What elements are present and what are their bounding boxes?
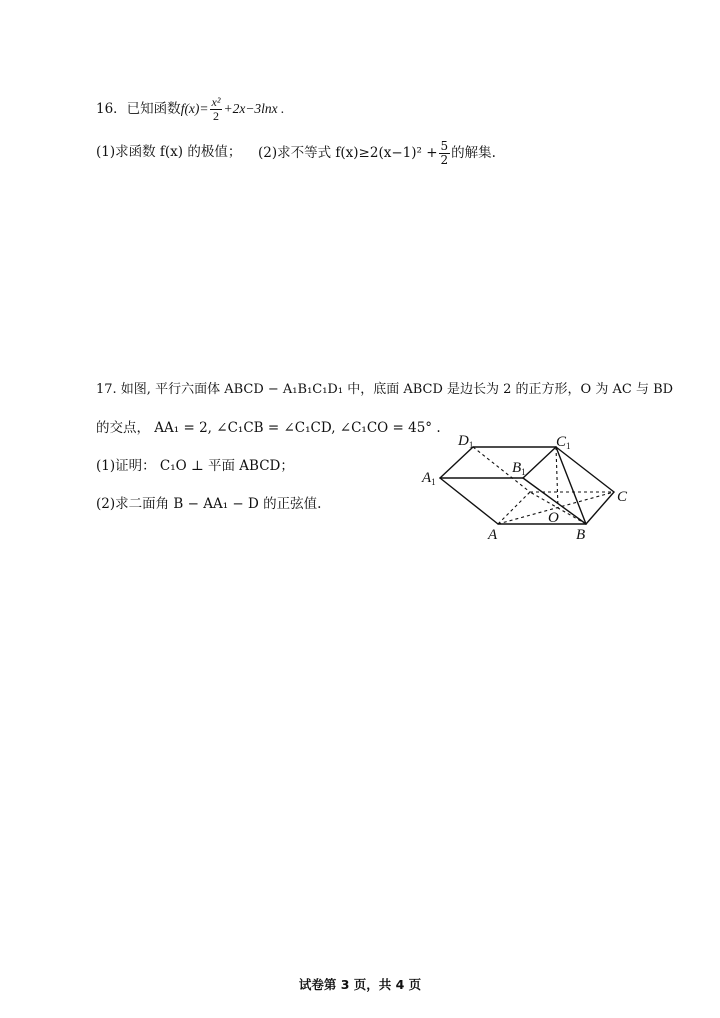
label-c: C: [617, 489, 628, 505]
edge-a1-d1: [440, 447, 473, 478]
q16-stem: [96, 96, 284, 123]
q16-p2-suffix: 的解集.: [451, 145, 496, 161]
label-b: B: [576, 527, 586, 542]
edge-b-c: [586, 492, 614, 524]
q16-func: f(x)=: [180, 101, 209, 116]
q17-part1: (1)证明： C₁O ⊥ 平面 ABCD；: [96, 458, 294, 474]
q16-fraction: [210, 96, 223, 123]
edge-c1-b1: [523, 447, 556, 478]
q17-line1: 17. 如图, 平行六面体 ABCD − A₁B₁C₁D₁ 中，底面 ABCD 是边长为 2 的正方形，O 为 AC 与 BD: [96, 382, 674, 397]
q16-p2-num: 5: [440, 139, 449, 153]
parallelepiped-figure: [418, 428, 640, 542]
label-a1: $A_1$: [422, 470, 436, 487]
q16-p2-den: 2: [440, 153, 449, 167]
q17-line2: 的交点， AA₁ = 2, ∠C₁CB = ∠C₁CD, ∠C₁CO = 45° .: [96, 420, 441, 436]
q16-tail: +2x−3lnx .: [223, 101, 285, 116]
label-c1: $C_1$: [556, 434, 571, 451]
q17-part2: (2)求二面角 B − AA₁ − D 的正弦值.: [96, 496, 322, 512]
q16-part1: (1)求函数 f(x) 的极值；: [96, 144, 242, 160]
label-d1: $D_1$: [458, 433, 474, 450]
label-a: A: [488, 527, 498, 542]
q16-p2-prefix: (2)求不等式 f(x)≥2(x−1)² +: [258, 145, 438, 161]
q16-frac-num: x²: [211, 95, 221, 109]
label-b1: $B_1$: [512, 460, 526, 477]
hidden-c1-o: [556, 447, 558, 508]
q16-title-prefix: 16．已知函数: [96, 101, 181, 117]
page-footer: 试卷第 3 页，共 4 页: [298, 977, 422, 992]
q16-p2-fraction: [439, 140, 451, 167]
q16-frac-den: 2: [213, 109, 219, 123]
edge-a1-a: [440, 478, 498, 524]
hidden-a-d: [498, 492, 530, 524]
q16-part2: [258, 140, 496, 167]
label-o: O: [548, 510, 559, 526]
